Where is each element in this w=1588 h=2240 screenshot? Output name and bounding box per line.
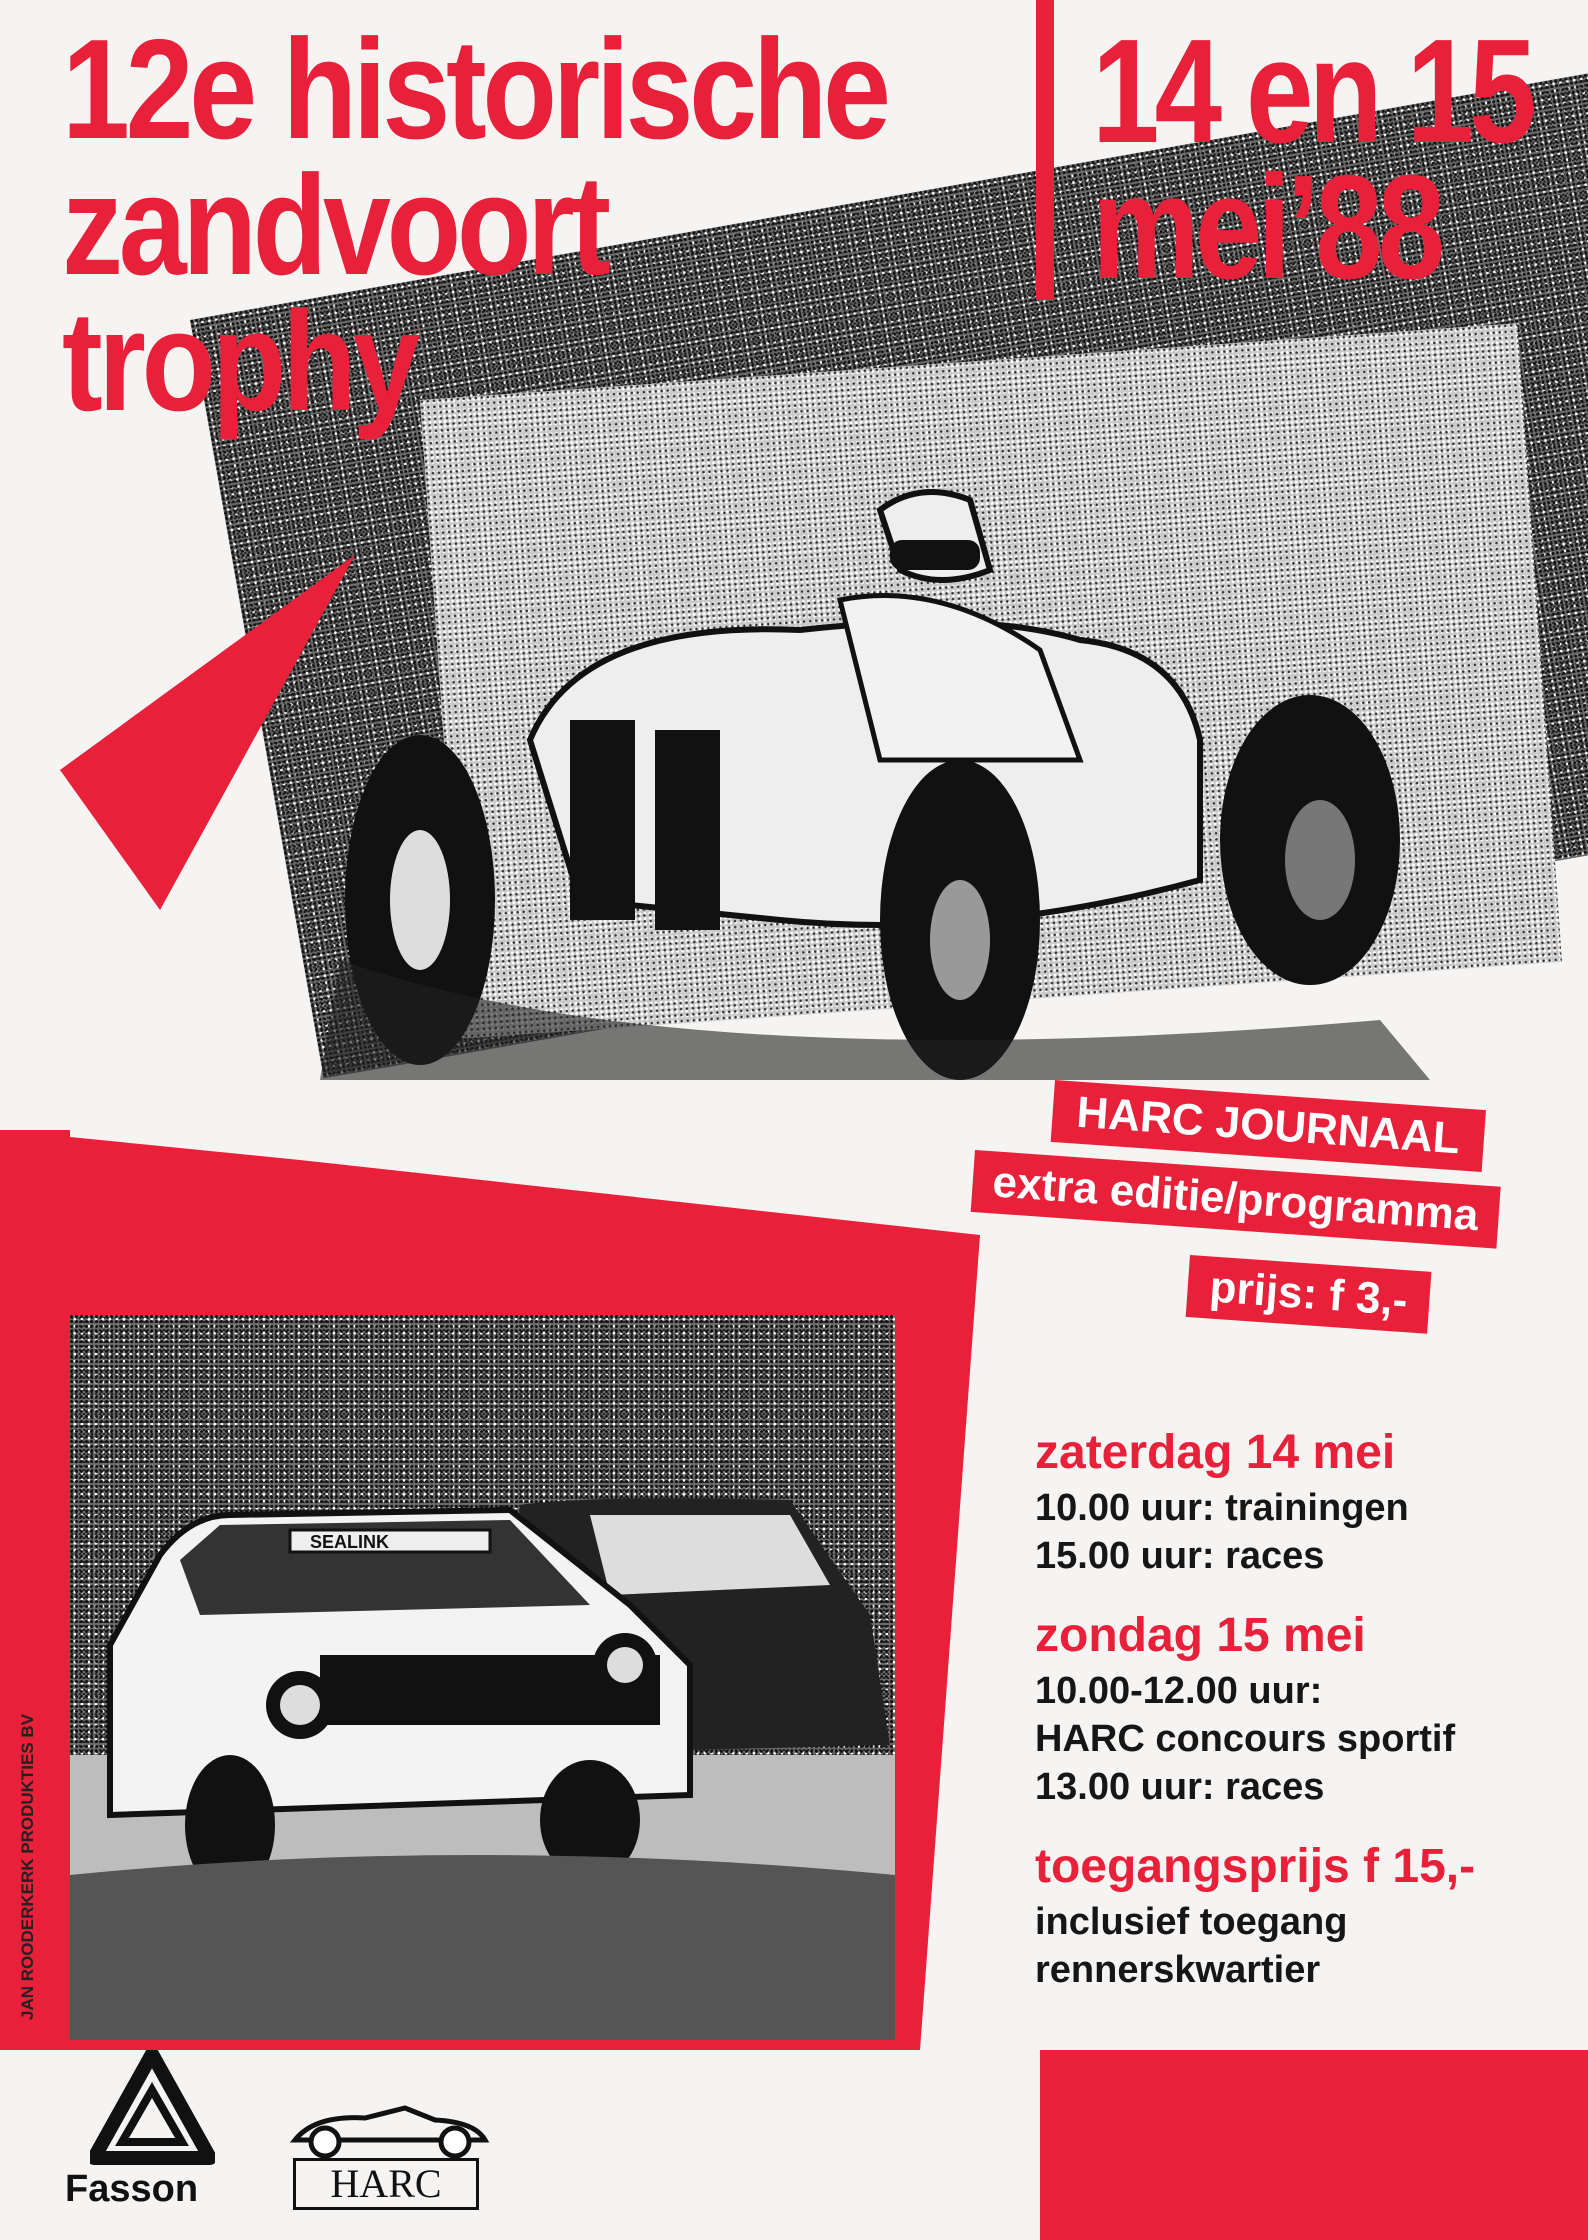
sunday-heading: zondag 15 mei [1035, 1609, 1366, 1662]
sunday-line: 13.00 uur: races [1035, 1766, 1325, 1808]
fasson-logo [65, 2050, 235, 2220]
event-date [1092, 9, 1532, 310]
title-line-1: 12e historische [62, 10, 887, 169]
saturday-heading: zaterdag 14 mei [1035, 1426, 1396, 1479]
saloon-cars-illustration [70, 1315, 895, 2040]
saturday-line: 15.00 uur: races [1035, 1535, 1325, 1577]
ribbon-price: prijs: f 3,- [1186, 1255, 1432, 1334]
harc-car-icon [285, 2100, 495, 2160]
date-line-1: 14 en 15 [1092, 9, 1532, 174]
red-triangle-accent [55, 550, 365, 920]
harc-logo [285, 2100, 495, 2215]
fasson-triangle-icon [90, 2050, 215, 2165]
ribbon-journal: HARC JOURNAAL [1051, 1080, 1486, 1172]
admission-line: rennerskwartier [1035, 1949, 1321, 1991]
schedule [1035, 1425, 1475, 1994]
title-line-2: zandvoort [62, 146, 607, 305]
saturday-line: 10.00 uur: trainingen [1035, 1487, 1409, 1529]
admission-heading: toegangsprijs f 15,- [1035, 1840, 1476, 1893]
vintage-racecar-illustration [280, 380, 1480, 1100]
bottom-photo-panel [70, 1315, 895, 2040]
windscreen-sticker: SEALINK [310, 1532, 390, 1552]
sunday-line: 10.00-12.00 uur: [1035, 1670, 1323, 1712]
admission-line: inclusief toegang [1035, 1901, 1348, 1943]
title-line-3: trophy [62, 282, 417, 441]
harc-wordmark: HARC [293, 2158, 479, 2210]
sunday-line: HARC concours sportif [1035, 1718, 1456, 1760]
title-divider [1036, 0, 1054, 300]
date-line-2: mei’88 [1092, 145, 1441, 310]
ribbon-edition: extra editie/programma [971, 1150, 1501, 1249]
fasson-wordmark: Fasson [65, 2168, 199, 2210]
photo-credit: JAN ROODERKERK PRODUKTIES BV [18, 1713, 37, 2020]
event-title [62, 10, 887, 441]
